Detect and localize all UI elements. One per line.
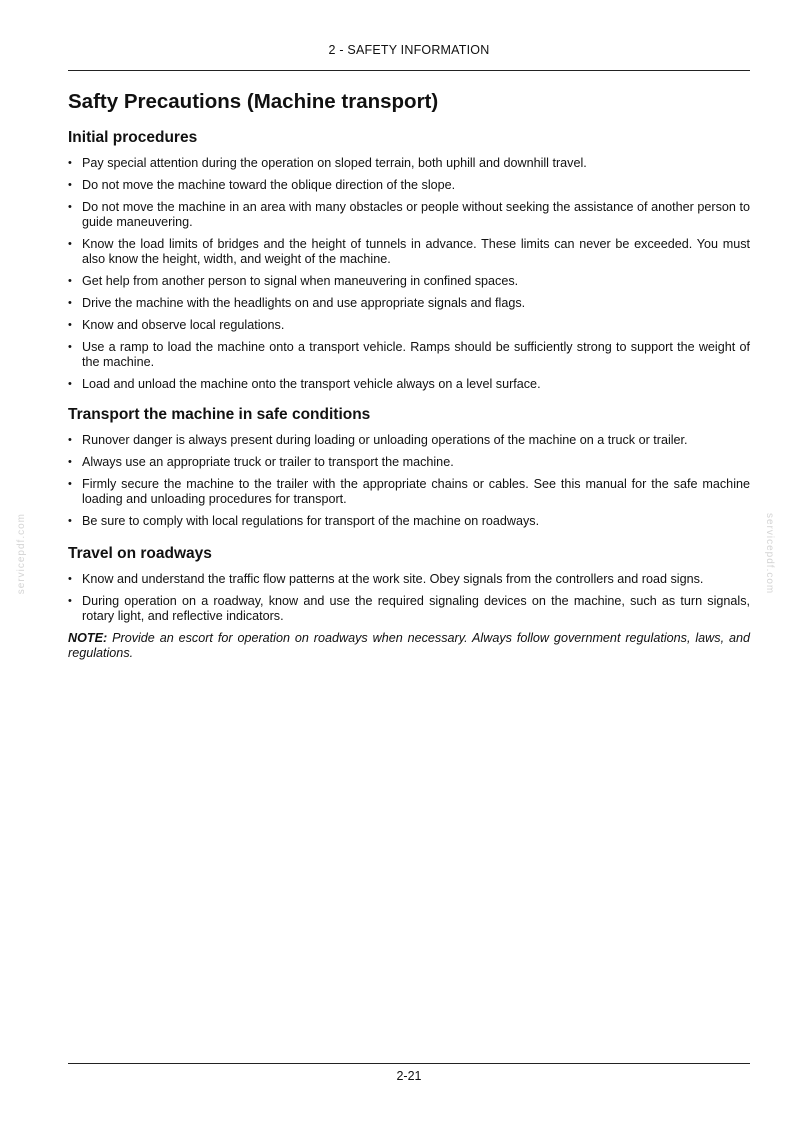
list-item <box>68 156 750 172</box>
bullet-list <box>68 572 750 625</box>
bullet-icon: • <box>68 200 72 213</box>
list-item <box>68 455 750 471</box>
bullet-icon: • <box>68 237 72 250</box>
bullet-icon: • <box>68 434 72 447</box>
list-item <box>68 274 750 290</box>
footer-rule <box>68 1063 750 1064</box>
header-rule <box>68 70 750 71</box>
list-item-text: Do not move the machine toward the oblique direction of the slope. <box>82 177 456 192</box>
page-content <box>68 88 750 662</box>
list-item <box>68 178 750 194</box>
bullet-icon: • <box>68 296 72 309</box>
bullet-list <box>68 156 750 392</box>
list-item-text: Load and unload the machine onto the transport vehicle always on a level surface. <box>82 376 541 391</box>
list-item-text: Pay special attention during the operation on sloped terrain, both uphill and downhill travel. <box>82 156 587 170</box>
list-item <box>68 594 750 625</box>
bullet-list <box>68 433 750 529</box>
bullet-icon: • <box>68 515 72 528</box>
watermark-left: servicepdf.com <box>16 513 27 595</box>
bullet-icon: • <box>68 456 72 469</box>
list-item <box>68 377 750 393</box>
list-item <box>68 237 750 268</box>
list-item-text: During operation on a roadway, know and use the required signaling devices on the machine, such as turn signals, rotary light, and reflective indicators. <box>82 593 750 624</box>
list-item-text: Know and understand the traffic flow patterns at the work site. Obey signals from the controllers and road signs. <box>82 571 704 586</box>
list-item-text: Always use an appropriate truck or trailer to transport the machine. <box>82 455 454 470</box>
bullet-icon: • <box>68 340 72 353</box>
list-item <box>68 572 750 588</box>
bullet-icon: • <box>68 178 72 191</box>
bullet-icon: • <box>68 377 72 390</box>
list-item <box>68 318 750 334</box>
list-item <box>68 200 750 231</box>
list-item-text: Use a ramp to load the machine onto a transport vehicle. Ramps should be sufficiently strong to support the weight of the machine. <box>82 339 750 370</box>
list-item-text: Drive the machine with the headlights on and use appropriate signals and flags. <box>82 295 526 310</box>
bullet-icon: • <box>68 275 72 288</box>
bullet-icon: • <box>68 572 72 585</box>
running-header: 2 - SAFETY INFORMATION <box>328 43 490 57</box>
bullet-icon: • <box>68 594 72 607</box>
note-label: NOTE: <box>68 630 108 645</box>
section-transport-safe-conditions <box>68 405 750 529</box>
list-item-text: Do not move the machine in an area with many obstacles or people without seeking the assistance of another person to guide maneuvering. <box>82 199 750 230</box>
watermark-right: servicepdf.com <box>764 513 775 595</box>
section-travel-on-roadways <box>68 544 750 662</box>
page-title: Safty Precautions (Machine transport) <box>68 90 439 113</box>
list-item-text: Get help from another person to signal when maneuvering in confined spaces. <box>82 274 519 289</box>
list-item-text: Know the load limits of bridges and the height of tunnels in advance. These limits can never be exceeded. You must also know the height, width, and weight of the machine. <box>82 236 750 267</box>
list-item <box>68 477 750 508</box>
list-item-text: Firmly secure the machine to the trailer with the appropriate chains or cables. See this manual for the safe machine loading and unloading procedures for transport. <box>82 476 750 507</box>
list-item-text: Know and observe local regulations. <box>82 317 285 332</box>
section-heading: Travel on roadways <box>68 544 212 562</box>
section-initial-procedures <box>68 128 750 392</box>
section-heading: Initial procedures <box>68 129 198 146</box>
list-item <box>68 514 750 530</box>
list-item <box>68 296 750 312</box>
bullet-icon: • <box>68 318 72 331</box>
list-item-text: Runover danger is always present during loading or unloading operations of the machine on a truck or trailer. <box>82 433 688 448</box>
list-item <box>68 340 750 371</box>
bullet-icon: • <box>68 157 72 169</box>
note-text: Provide an escort for operation on roadways when necessary. Always follow government regulations, laws, and regulations. <box>68 630 750 661</box>
note-paragraph <box>68 631 750 662</box>
list-item-text: Be sure to comply with local regulations for transport of the machine on roadways. <box>82 514 540 529</box>
page-number: 2-21 <box>396 1069 422 1083</box>
bullet-icon: • <box>68 477 72 490</box>
section-heading: Transport the machine in safe conditions <box>68 406 371 424</box>
list-item <box>68 433 750 449</box>
